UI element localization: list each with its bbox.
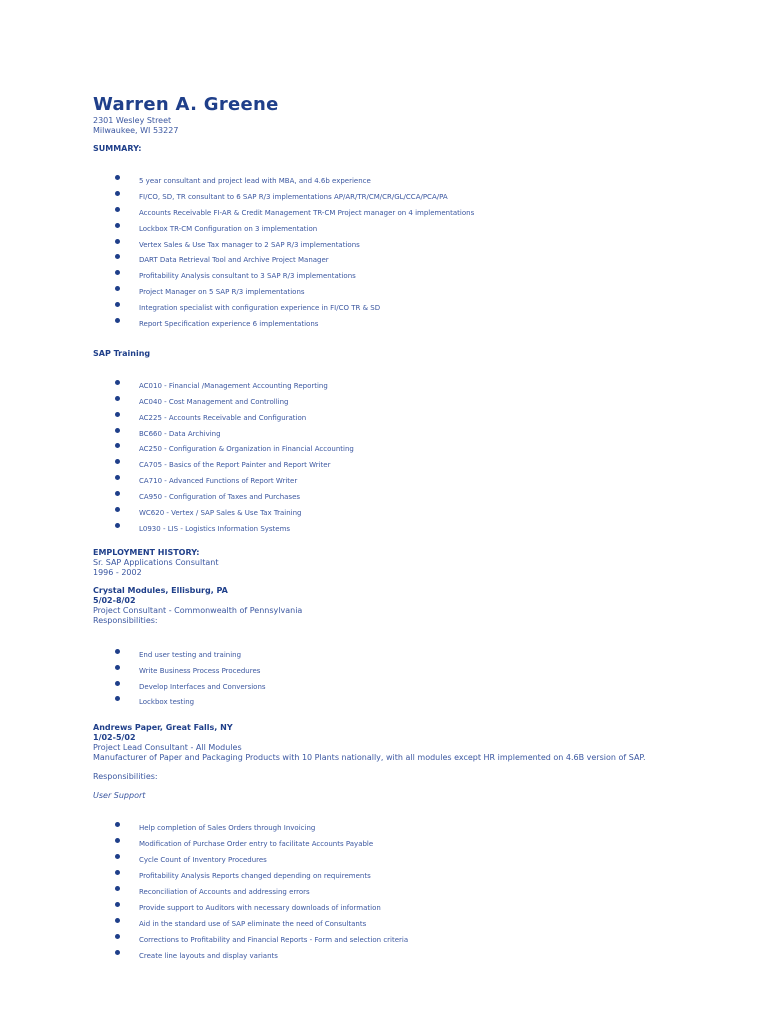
employment-years: 1996 - 2002 <box>93 567 142 577</box>
list-item-text: Modification of Purchase Order entry to facilitate Accounts Payable <box>139 840 374 849</box>
list-item <box>93 303 733 319</box>
bullet-icon <box>115 854 120 859</box>
job2-dates: 1/02-5/02 <box>93 733 136 743</box>
list-item <box>93 839 733 855</box>
list-item <box>93 508 733 524</box>
list-item <box>93 871 733 887</box>
bullet-icon <box>115 491 120 496</box>
list-item-text: Integration specialist with configuration experience in FI/CO TR & SD <box>139 304 381 313</box>
list-item-text: AC250 - Configuration & Organization in Financial Accounting <box>139 445 354 454</box>
summary-heading: SUMMARY: <box>93 144 142 153</box>
candidate-name: Warren A. Greene <box>93 94 279 115</box>
bullet-icon <box>115 902 120 907</box>
bullet-icon <box>115 428 120 433</box>
bullet-icon <box>115 696 120 701</box>
job1-dates: 5/02-8/02 <box>93 595 136 605</box>
bullet-icon <box>115 207 120 212</box>
job1-responsibilities-label: Responsibilities: <box>93 615 158 625</box>
list-item <box>93 650 733 666</box>
summary-list <box>93 176 733 335</box>
list-item-text: Provide support to Auditors with necessary downloads of information <box>139 903 381 912</box>
list-item-text: Lockbox testing <box>139 698 195 707</box>
bullet-icon <box>115 459 120 464</box>
bullet-icon <box>115 934 120 939</box>
list-item-text: Corrections to Profitability and Financial Reports - Form and selection criteria <box>139 935 409 944</box>
address-street: 2301 Wesley Street <box>93 116 172 125</box>
list-item-text: L0930 - LIS - Logistics Information Systems <box>139 524 291 533</box>
list-item <box>93 476 733 492</box>
job2-responsibilities-label: Responsibilities: <box>93 772 158 782</box>
list-item <box>93 319 733 335</box>
bullet-icon <box>115 443 120 448</box>
list-item <box>93 887 733 903</box>
list-item-text: Project Manager on 5 SAP R/3 implementations <box>139 288 305 297</box>
list-item-text: Reconciliation of Accounts and addressing errors <box>139 887 310 896</box>
list-item-text: End user testing and training <box>139 650 242 659</box>
list-item-text: AC225 - Accounts Receivable and Configuration <box>139 413 307 422</box>
bullet-icon <box>115 822 120 827</box>
list-item <box>93 460 733 476</box>
bullet-icon <box>115 380 120 385</box>
bullet-icon <box>115 475 120 480</box>
list-item-text: CA950 - Configuration of Taxes and Purchases <box>139 493 301 502</box>
list-item-text: Write Business Process Procedures <box>139 666 261 675</box>
list-item-text: Vertex Sales & Use Tax manager to 2 SAP R/3 implementations <box>139 240 360 249</box>
job1-role: Project Consultant - Commonwealth of Pennsylvania <box>93 605 303 615</box>
list-item <box>93 666 733 682</box>
list-item-text: Lockbox TR-CM Configuration on 3 implementation <box>139 224 318 233</box>
list-item-text: AC010 - Financial /Management Accounting Reporting <box>139 381 328 390</box>
bullet-icon <box>115 223 120 228</box>
list-item <box>93 397 733 413</box>
training-list <box>93 381 733 540</box>
employment-heading: EMPLOYMENT HISTORY: <box>93 547 200 557</box>
list-item-text: WC620 - Vertex / SAP Sales & Use Tax Training <box>139 509 302 518</box>
list-item <box>93 682 733 698</box>
list-item-text: DART Data Retrieval Tool and Archive Project Manager <box>139 256 329 265</box>
bullet-icon <box>115 523 120 528</box>
list-item <box>93 903 733 919</box>
list-item-text: CA705 - Basics of the Report Painter and Report Writer <box>139 461 331 470</box>
bullet-icon <box>115 665 120 670</box>
list-item-text: Aid in the standard use of SAP eliminate the need of Consultants <box>139 919 367 928</box>
list-item <box>93 919 733 935</box>
list-item-text: Help completion of Sales Orders through Invoicing <box>139 824 316 833</box>
bullet-icon <box>115 681 120 686</box>
list-item-text: Cycle Count of Inventory Procedures <box>139 856 267 865</box>
list-item <box>93 381 733 397</box>
list-item-text: Report Specification experience 6 implementations <box>139 320 319 329</box>
list-item <box>93 208 733 224</box>
list-item-text: Accounts Receivable FI-AR & Credit Management TR-CM Project manager on 4 implementations <box>139 208 475 217</box>
list-item-text: Develop Interfaces and Conversions <box>139 682 266 691</box>
bullet-icon <box>115 270 120 275</box>
list-item <box>93 697 733 713</box>
bullet-icon <box>115 886 120 891</box>
bullet-icon <box>115 175 120 180</box>
list-item-text: Profitability Analysis consultant to 3 SAP R/3 implementations <box>139 272 356 281</box>
list-item <box>93 240 733 256</box>
bullet-icon <box>115 191 120 196</box>
resume-content <box>93 94 733 966</box>
job1-responsibilities-list <box>93 650 733 714</box>
bullet-icon <box>115 507 120 512</box>
list-item <box>93 524 733 540</box>
list-item-text: 5 year consultant and project lead with MBA, and 4.6b experience <box>139 177 371 185</box>
bullet-icon <box>115 318 120 323</box>
job2-subheading: User Support <box>93 791 146 801</box>
bullet-icon <box>115 412 120 417</box>
list-item <box>93 429 733 445</box>
bullet-icon <box>115 950 120 955</box>
bullet-icon <box>115 254 120 259</box>
bullet-icon <box>115 870 120 875</box>
list-item <box>93 192 733 208</box>
list-item <box>93 492 733 508</box>
bullet-icon <box>115 396 120 401</box>
list-item-text: BC660 - Data Archiving <box>139 429 221 438</box>
list-item <box>93 444 733 460</box>
job2-responsibilities-list <box>93 823 733 966</box>
list-item <box>93 935 733 951</box>
list-item-text: FI/CO, SD, TR consultant to 6 SAP R/3 implementations AP/AR/TR/CM/CR/GL/CCA/PCA/PA <box>139 192 448 201</box>
list-item <box>93 287 733 303</box>
training-heading: SAP Training <box>93 348 151 358</box>
job2-role: Project Lead Consultant - All Modules <box>93 743 242 753</box>
list-item-text: Profitability Analysis Reports changed depending on requirements <box>139 872 371 881</box>
list-item <box>93 855 733 871</box>
job2-company: Andrews Paper, Great Falls, NY <box>93 723 233 733</box>
address-city: Milwaukee, WI 53227 <box>93 126 179 135</box>
employment-title: Sr. SAP Applications Consultant <box>93 557 219 567</box>
list-item-text: AC040 - Cost Management and Controlling <box>139 397 289 406</box>
list-item-text: Create line layouts and display variants <box>139 951 278 960</box>
bullet-icon <box>115 302 120 307</box>
job2-description: Manufacturer of Paper and Packaging Products with 10 Plants nationally, with all modules except HR implemented on 4.6B version of SAP. <box>93 753 646 763</box>
bullet-icon <box>115 239 120 244</box>
list-item-text: CA710 - Advanced Functions of Report Writer <box>139 477 298 486</box>
list-item <box>93 823 733 839</box>
list-item <box>93 176 733 192</box>
list-item <box>93 413 733 429</box>
bullet-icon <box>115 649 120 654</box>
list-item <box>93 224 733 240</box>
bullet-icon <box>115 838 120 843</box>
bullet-icon <box>115 918 120 923</box>
bullet-icon <box>115 286 120 291</box>
list-item <box>93 271 733 287</box>
list-item <box>93 951 733 967</box>
job1-company: Crystal Modules, Ellisburg, PA <box>93 585 228 595</box>
list-item <box>93 255 733 271</box>
